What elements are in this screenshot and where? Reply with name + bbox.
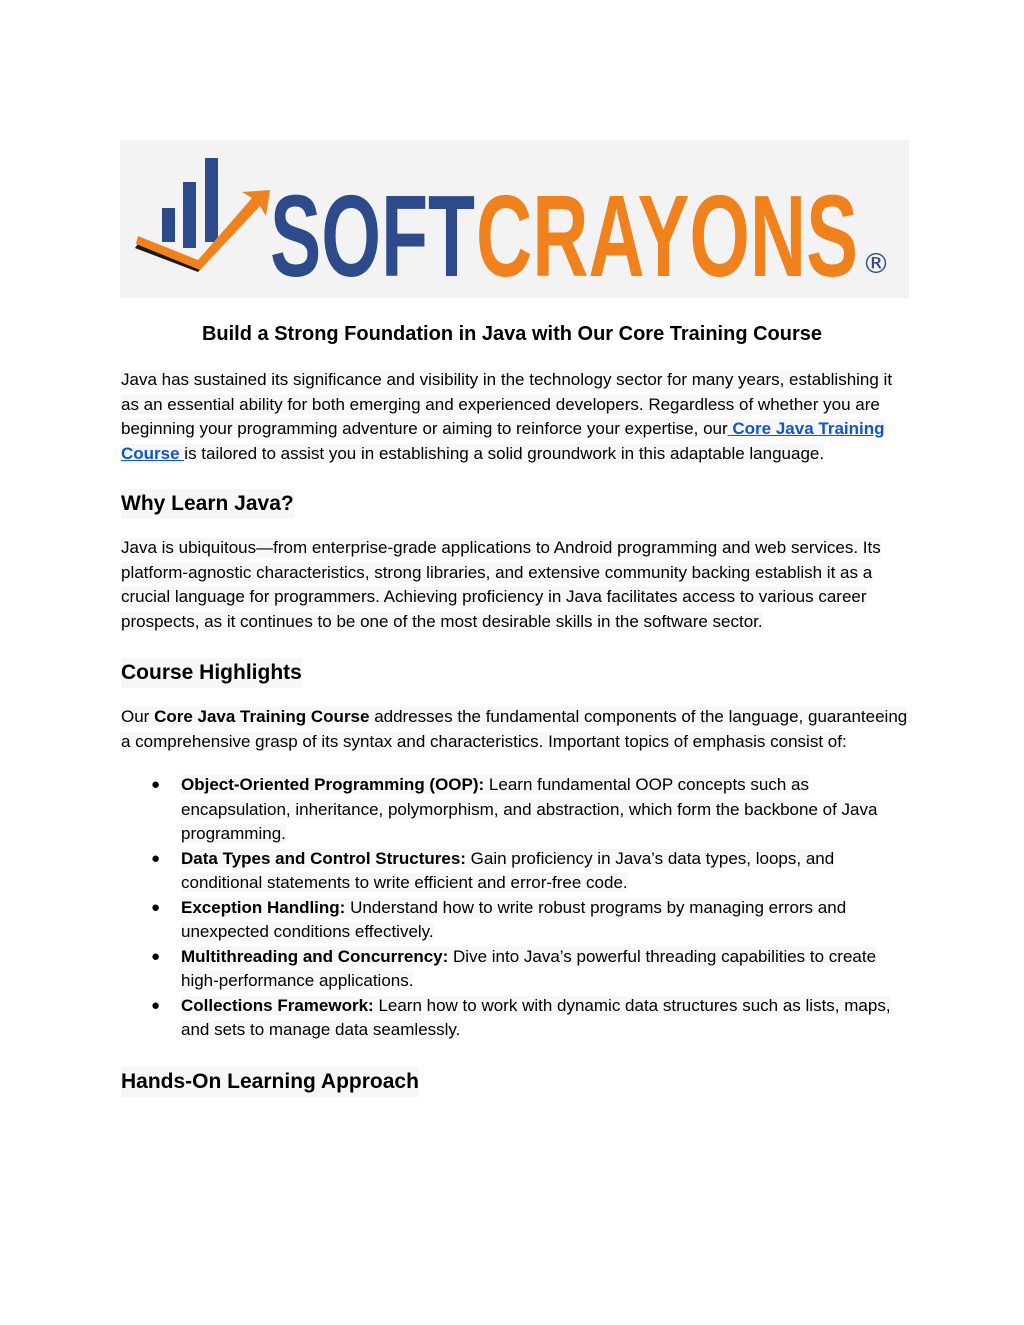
logo-text-soft: SOFT — [270, 171, 475, 298]
list-item — [121, 994, 911, 1043]
highlights-intro-before: Our — [121, 707, 155, 726]
topic-title: Collections Framework: — [181, 995, 374, 1015]
document-content — [121, 318, 911, 1097]
bullet-icon: ● — [151, 996, 161, 1014]
logo-text-crayons: CRAYONS — [476, 171, 858, 298]
bullet-icon: ● — [151, 776, 161, 793]
list-item — [121, 896, 911, 945]
list-item — [121, 945, 911, 994]
logo-swoosh-arrow — [136, 190, 270, 270]
logo-bar-medium — [183, 182, 196, 248]
page-title: Build a Strong Foundation in Java with Our Core Training Course — [201, 323, 823, 345]
bullet-icon: ● — [151, 898, 161, 916]
topic-text: Learn fundamental OOP concepts such as encapsulation, inheritance, polymorphism, and abstraction, which form the backbone of Java programming. — [181, 775, 878, 843]
intro-text-after: is tailored to assist you in establishing a solid groundwork in this adaptable language. — [184, 443, 825, 463]
topic-title: Object-Oriented Programming (OOP): — [181, 775, 485, 794]
intro-text-before: Java has sustained its significance and visibility in the technology sector for many years, establishing it as an essential ability for both emerging and experienced developers. Regardless of whether you are beginning your programming adventure or aiming to reinforce your expertise, our — [121, 370, 893, 438]
topics-list — [121, 773, 911, 1043]
course-highlights-heading: Course Highlights — [121, 658, 302, 688]
hands-on-heading: Hands-On Learning Approach — [121, 1067, 419, 1097]
intro-paragraph — [121, 368, 911, 466]
topic-text: Understand how to write robust programs by managing errors and unexpected conditions effectively. — [181, 897, 847, 941]
topic-text: Dive into Java’s powerful threading capabilities to create high-performance applications. — [181, 946, 877, 990]
logo-graphic — [120, 140, 909, 298]
softcrayons-logo — [120, 140, 909, 298]
topic-title: Data Types and Control Structures: — [181, 848, 466, 868]
topic-text: Learn how to work with dynamic data structures such as lists, maps, and sets to manage data seamlessly. — [181, 995, 891, 1039]
logo-bar-tall — [205, 158, 218, 242]
why-learn-paragraph — [121, 536, 911, 634]
why-learn-text: Java is ubiquitous—from enterprise-grade applications to Android programming and web services. Its platform-agnostic characteristics, strong libraries, and extensive community backing establish it as a crucial language for programmers. Achieving proficiency in Java facilitates access to various career prospects, as it continues to be one of the most desirable skills in the software sector. — [121, 538, 881, 631]
logo-bar-small — [162, 208, 175, 242]
topic-title: Exception Handling: — [181, 897, 346, 917]
core-java-course-link[interactable]: Core Java Training Course — [121, 419, 885, 463]
topic-text: Gain proficiency in Java’s data types, loops, and conditional statements to write efficient and error-free code. — [181, 848, 835, 892]
bullet-icon: ● — [151, 849, 161, 867]
logo-registered-mark: ® — [862, 247, 890, 280]
bullet-icon: ● — [151, 947, 161, 965]
highlights-intro-bold: Core Java Training Course — [154, 707, 370, 726]
list-item — [121, 847, 911, 896]
why-learn-heading: Why Learn Java? — [121, 489, 294, 519]
topic-title: Multithreading and Concurrency: — [181, 946, 449, 966]
list-item — [121, 773, 911, 847]
highlights-intro-after: addresses the fundamental components of the language, guaranteeing a comprehensive grasp of its syntax and characteristics. Important topics of emphasis consist of: — [121, 707, 908, 751]
course-highlights-paragraph — [121, 705, 911, 754]
